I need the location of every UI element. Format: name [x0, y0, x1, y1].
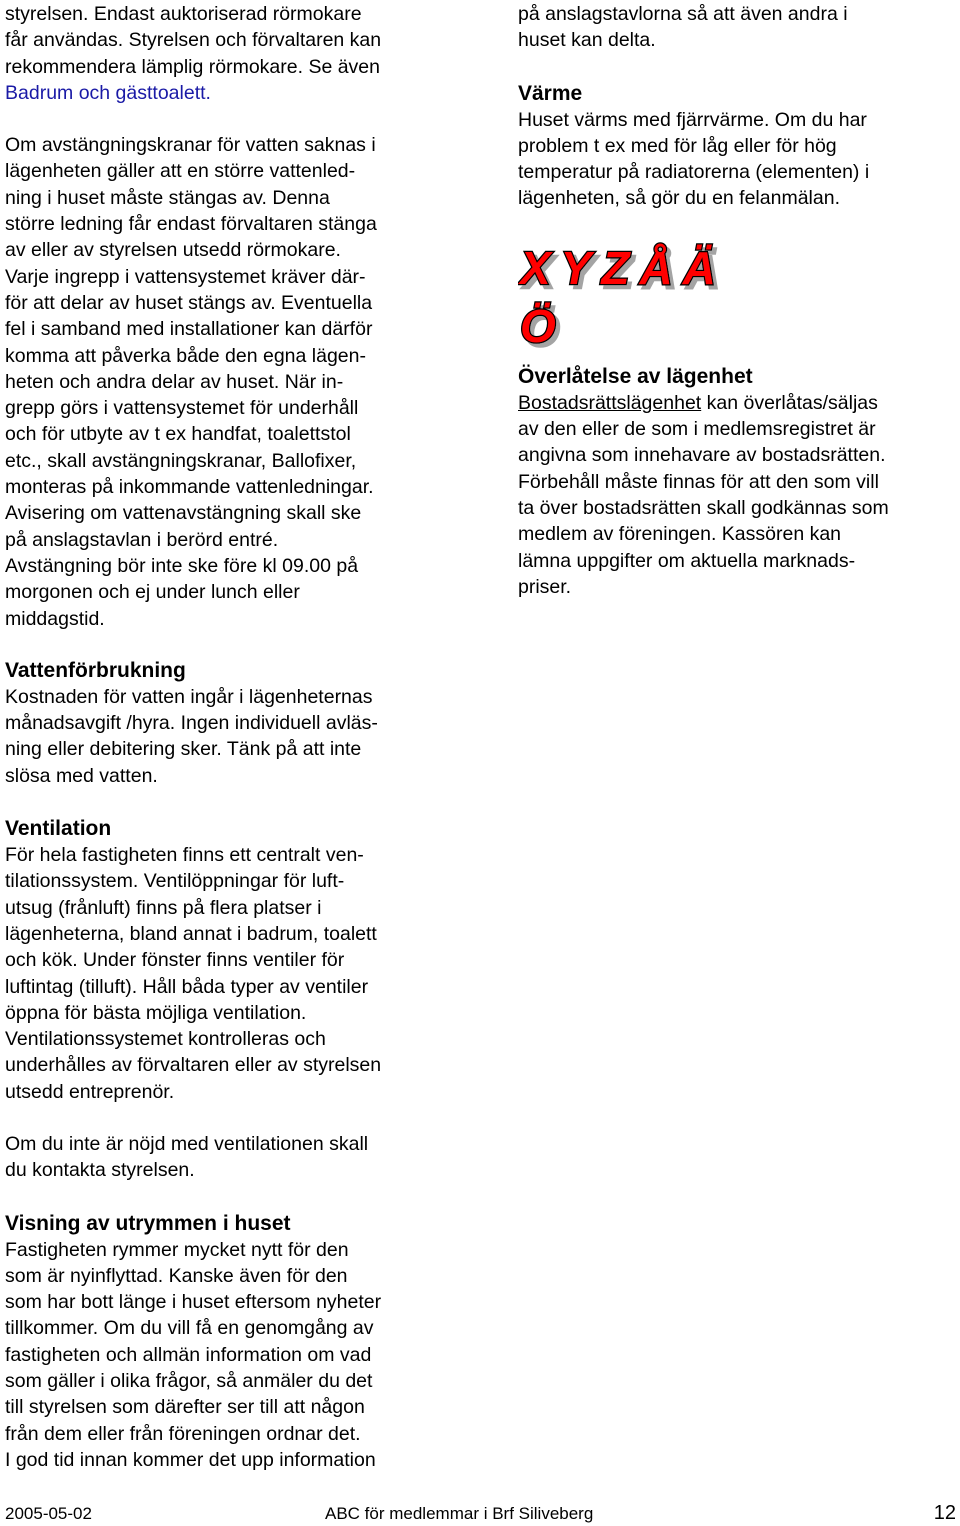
text-line: monteras på inkommande vattenledningar. — [5, 476, 374, 499]
text-line: från dem eller från föreningen ordnar det. — [5, 1422, 361, 1445]
heating-heading: Värme — [518, 81, 583, 105]
text-line: på anslagstavlan i berörd entré. — [5, 528, 279, 551]
bostadsratt-link[interactable]: Bostadsrättslägenhet — [518, 391, 702, 414]
text-line: som är nyinflyttad. Kanske även för den — [5, 1264, 348, 1287]
text-line: Om avstängningskranar för vatten saknas i — [5, 134, 376, 157]
page-footer — [0, 1500, 960, 1524]
transfer-heading: Överlåtelse av lägenhet — [518, 364, 753, 388]
text-line: ta över bostadsrätten skall godkännas som — [518, 496, 889, 519]
text-line: tilationssystem. Ventilöppningar för luft- — [5, 870, 345, 893]
text-line: angivna som innehavare av bostadsrätten. — [518, 444, 886, 467]
text-line: rekommendera lämplig rörmokare. Se även — [5, 55, 380, 78]
text-line: underhålles av förvaltaren eller av styrelsen — [5, 1054, 382, 1077]
text-line: öppna för bästa möjliga ventilation. — [5, 1001, 307, 1024]
text-line: du kontakta styrelsen. — [5, 1159, 195, 1182]
text-line: fastigheten och allmän information om vad — [5, 1343, 372, 1366]
water-consumption-paragraph — [5, 684, 450, 789]
text-line: medlem av föreningen. Kassören kan — [518, 523, 842, 546]
alphabet-banner-graphic — [518, 242, 938, 367]
text-line: av den eller de som i medlemsregistret är — [518, 418, 876, 441]
text-line: som gäller i olika frågor, så anmäler du det — [5, 1370, 373, 1393]
text-line: Avisering om vattenavstängning skall ske — [5, 502, 362, 525]
text-line: Fastigheten rymmer mycket nytt för den — [5, 1238, 349, 1261]
text-line: etc., skall avstängningskranar, Ballofixer, — [5, 449, 357, 472]
right-column — [518, 1, 958, 600]
text-line: komma att påverka både den egna lägen- — [5, 344, 366, 367]
text-line: problem t ex med för låg eller för hög — [518, 134, 837, 157]
text-line: slösa med vatten. — [5, 764, 158, 787]
text-line: lämna uppgifter om aktuella marknads- — [518, 549, 856, 572]
shutoff-paragraph — [5, 132, 450, 632]
text-line: fel i samband med installationer kan därför — [5, 318, 373, 341]
text-line: heten och andra delar av huset. När in- — [5, 370, 344, 393]
text-line: lägenheterna, bland annat i badrum, toalett — [5, 922, 377, 945]
transfer-paragraph — [518, 390, 958, 600]
text-line: tillkommer. Om du vill få en genomgång av — [5, 1317, 374, 1340]
footer-title: ABC för medlemmar i Brf Siliveberg — [325, 1504, 594, 1523]
text-line: luftintag (tilluft). Håll båda typer av ventiler — [5, 975, 369, 998]
text-line: lägenheten, så gör du en felanmälan. — [518, 187, 840, 210]
text-line: grepp görs i vattensystemet för underhåll — [5, 397, 359, 420]
text-line: utsug (frånluft) finns på flera platser i — [5, 896, 322, 919]
ventilation-contact-paragraph — [5, 1131, 450, 1184]
heating-paragraph — [518, 107, 958, 212]
text-line: Om du inte är nöjd med ventilationen skall — [5, 1132, 369, 1155]
viewing-heading: Visning av utrymmen i huset — [5, 1211, 291, 1235]
text-line: morgonen och ej under lunch eller — [5, 581, 300, 604]
text-line: middagstid. — [5, 607, 105, 630]
text-line: Varje ingrepp i vattensystemet kräver där- — [5, 265, 366, 288]
text-line: styrelsen. Endast auktoriserad rörmokare — [5, 3, 362, 25]
left-column — [5, 1, 450, 1473]
text-line: Avstängning bör inte ske före kl 09.00 på — [5, 554, 359, 577]
text-line: större ledning får endast förvaltaren stänga — [5, 213, 377, 236]
text-line: och kök. Under fönster finns ventiler för — [5, 949, 345, 972]
text-line: av eller av styrelsen utsedd rörmokare. — [5, 239, 341, 262]
banner-letters-line2: Ö — [520, 299, 556, 352]
banner-letters-line1: XYZÅÄ — [520, 241, 726, 294]
text-line: ning eller debitering sker. Tänk på att inte — [5, 738, 362, 761]
text-line: Förbehåll måste finnas för att den som vill — [518, 470, 879, 493]
text-line: I god tid innan kommer det upp information — [5, 1448, 376, 1471]
text-line: temperatur på radiatorerna (elementen) i — [518, 161, 870, 184]
badrum-link[interactable]: Badrum och gästtoalett. — [5, 81, 211, 104]
continued-paragraph — [518, 1, 958, 54]
text-line: till styrelsen som därefter ser till att någon — [5, 1396, 365, 1419]
footer-date: 2005-05-02 — [5, 1504, 92, 1523]
text-line: för att delar av huset stängs av. Eventuella — [5, 291, 373, 314]
text-line: som har bott länge i huset eftersom nyheter — [5, 1291, 382, 1314]
text-line: utsedd entreprenör. — [5, 1080, 175, 1103]
ventilation-heading: Ventilation — [5, 817, 112, 841]
viewing-paragraph — [5, 1237, 450, 1474]
text-line — [518, 390, 958, 416]
page-number: 12 — [933, 1502, 956, 1524]
text-line: får användas. Styrelsen och förvaltaren kan — [5, 29, 382, 52]
plumbing-paragraph — [5, 1, 450, 106]
water-consumption-heading: Vattenförbrukning — [5, 658, 186, 682]
text-line: månadsavgift /hyra. Ingen individuell avläs- — [5, 712, 378, 735]
text-line: lägenheten gäller att en större vattenled- — [5, 160, 356, 183]
text-fragment: kan överlåtas/säljas — [701, 391, 878, 414]
text-line: huset kan delta. — [518, 29, 656, 52]
text-line: på anslagstavlorna så att även andra i — [518, 3, 848, 25]
text-line: Kostnaden för vatten ingår i lägenheternas — [5, 685, 373, 708]
text-line: priser. — [518, 575, 572, 598]
text-line: och för utbyte av t ex handfat, toalettstol — [5, 423, 351, 446]
alphabet-banner — [518, 242, 958, 367]
text-line: För hela fastigheten finns ett centralt ven- — [5, 844, 364, 867]
text-line: ning i huset måste stängas av. Denna — [5, 186, 330, 209]
text-line: Ventilationssystemet kontrolleras och — [5, 1028, 326, 1051]
ventilation-paragraph — [5, 842, 450, 1105]
text-line: Huset värms med fjärrvärme. Om du har — [518, 108, 867, 131]
